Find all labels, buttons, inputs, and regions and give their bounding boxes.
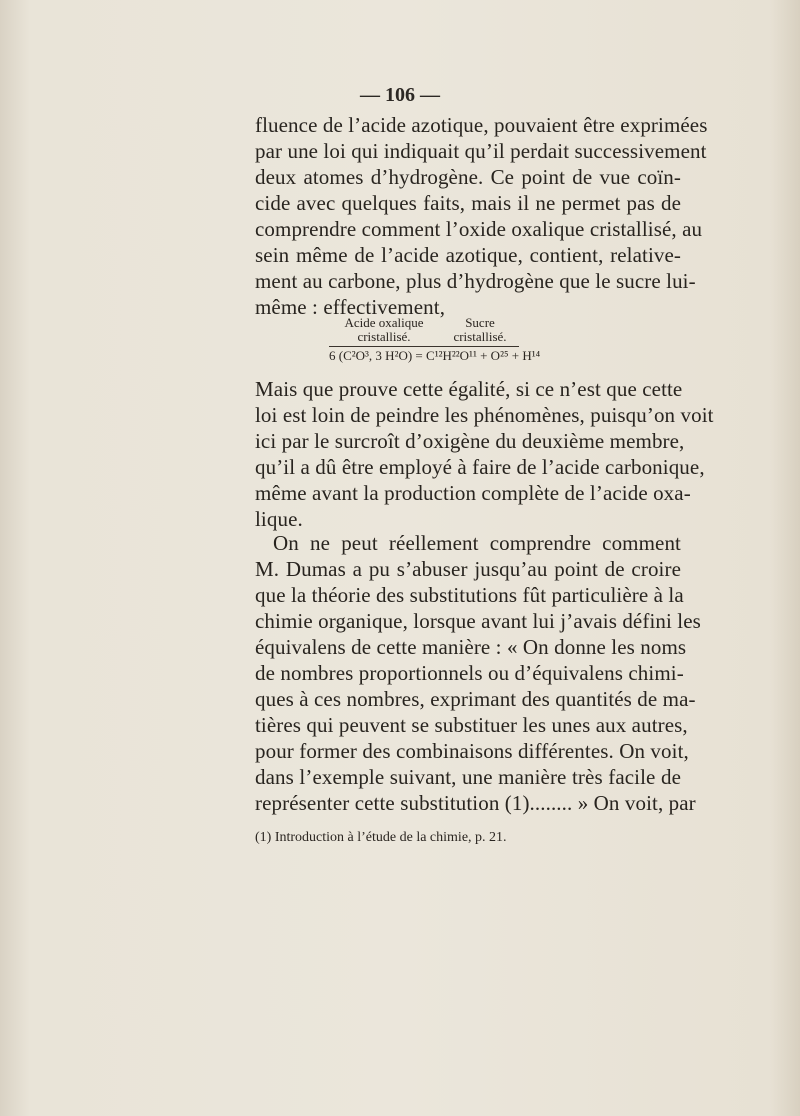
text-line: comprendre comment l’oxide oxalique cristallisé, au — [255, 217, 703, 241]
formula-label-oxalic: Acide oxalique cristallisé. — [344, 315, 424, 344]
paragraph-1 — [255, 112, 708, 320]
text-line: Mais que prouve cette égalité, si ce n’est que cette — [255, 377, 683, 401]
text-line: que la théorie des substitutions fût particulière à la — [255, 583, 684, 607]
text-line: par une loi qui indiquait qu’il perdait successivement — [255, 139, 707, 163]
text-line: pour former des combinaisons différentes. On voit, — [255, 739, 689, 763]
text-line: qu’il a dû être employé à faire de l’acide carbonique, — [255, 455, 705, 479]
text-line: sein même de l’acide azotique, contient, relative- — [255, 243, 681, 267]
text-line: On ne peut réellement comprendre comment — [273, 531, 681, 555]
text-line: deux atomes d’hydrogène. Ce point de vue coïn- — [255, 165, 681, 189]
footnote: (1) Introduction à l’étude de la chimie, p. 21. — [255, 830, 507, 845]
page-number: — 106 — — [360, 84, 440, 106]
text-line: équivalens de cette manière : « On donne les noms — [255, 635, 687, 659]
text-line: fluence de l’acide azotique, pouvaient être exprimées — [255, 113, 708, 137]
paragraph-3 — [255, 530, 701, 816]
text-line: ques à ces nombres, exprimant des quantités de ma- — [255, 687, 696, 711]
formula-equation: 6 (C²O³, 3 H²O) = C¹²H²²O¹¹ + O²⁵ + H¹⁴ — [329, 348, 541, 363]
formula-rule — [329, 346, 519, 347]
text-line: ici par le surcroît d’oxigène du deuxième membre, — [255, 429, 685, 453]
text-line: de nombres proportionnels ou d’équivalens chimi- — [255, 661, 684, 685]
formula-label-sugar: Sucre cristallisé. — [453, 315, 507, 344]
text-line: ment au carbone, plus d’hydrogène que le sucre lui- — [255, 269, 696, 293]
text-line: M. Dumas a pu s’abuser jusqu’au point de croire — [255, 557, 681, 581]
text-line: tières qui peuvent se substituer les unes aux autres, — [255, 713, 688, 737]
text-line: lique. — [255, 507, 303, 531]
text-line: même : effectivement, — [255, 295, 446, 319]
paragraph-2 — [255, 376, 714, 532]
text-line: représenter cette substitution (1)........ » On voit, par — [255, 791, 696, 815]
text-line: chimie organique, lorsque avant lui j’avais défini les — [255, 609, 701, 633]
text-line: dans l’exemple suivant, une manière très facile de — [255, 765, 681, 789]
text-line: même avant la production complète de l’acide oxa- — [255, 481, 691, 505]
text-line: cide avec quelques faits, mais il ne permet pas de — [255, 191, 681, 215]
text-line: loi est loin de peindre les phénomènes, puisqu’on voit — [255, 403, 714, 427]
